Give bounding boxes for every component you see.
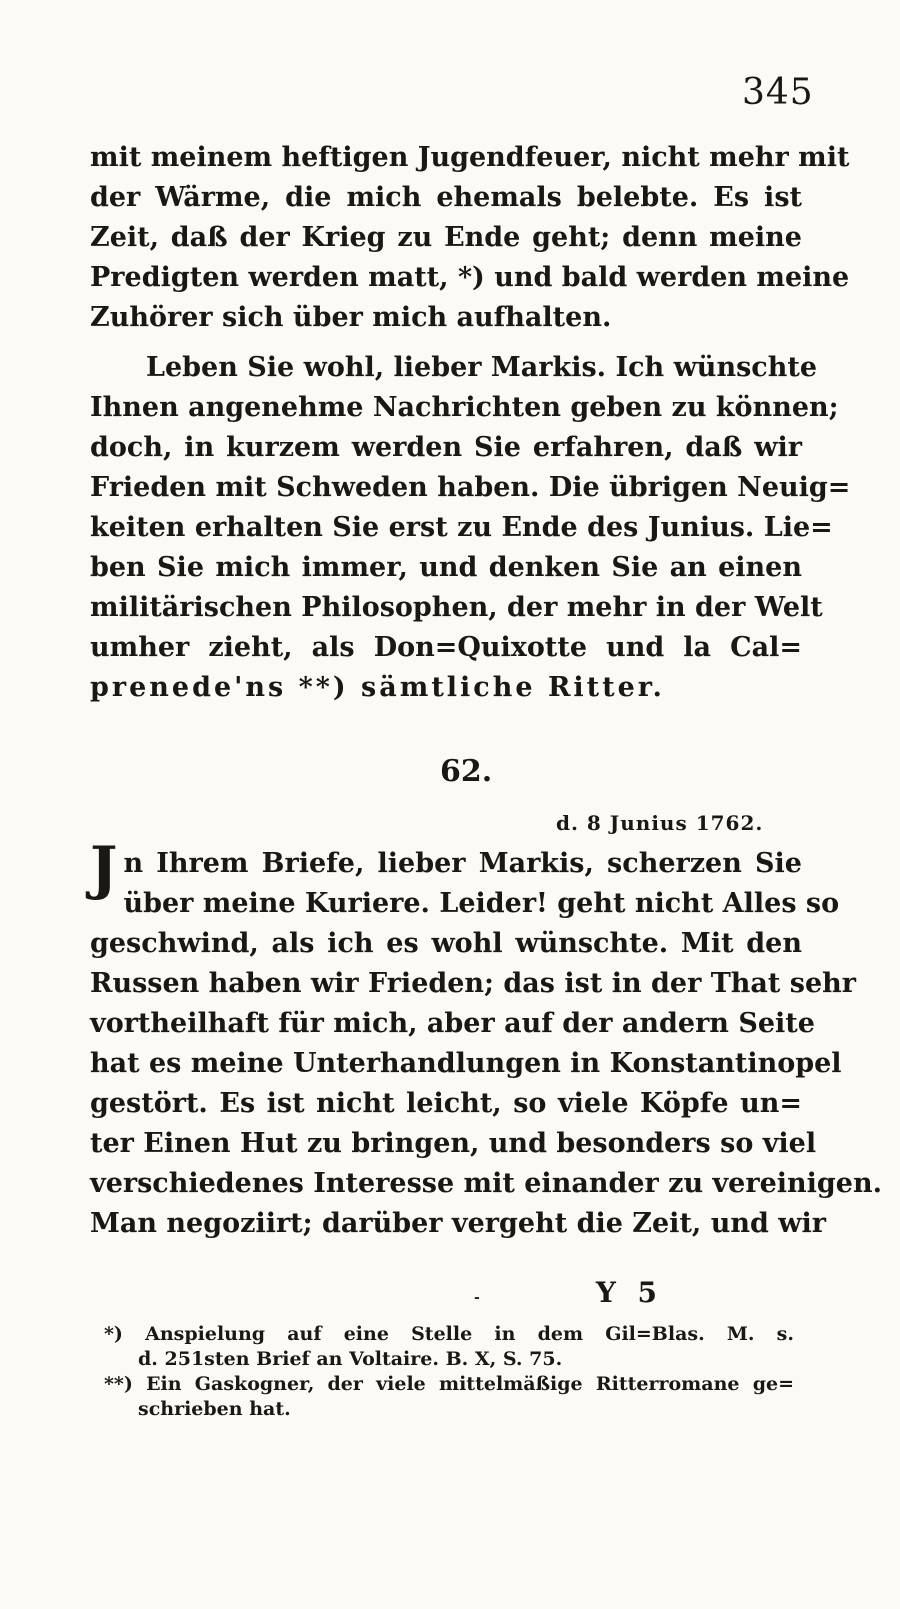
text-line: prenede'ns **) sämtliche Ritter. xyxy=(90,672,665,703)
text-line: Leben Sie wohl, lieber Markis. Ich wünschte xyxy=(146,352,817,383)
footnote-line: schrieben hat. xyxy=(138,1398,291,1420)
text-line: Frieden mit Schweden haben. Die übrigen Neuig= xyxy=(90,472,851,503)
text-line: militärischen Philosophen, der mehr in der Welt xyxy=(90,592,823,623)
text-line: verschiedenes Interesse mit einander zu vereinigen. xyxy=(90,1168,882,1199)
footnote-line: **) Ein Gaskogner, der viele mittelmäßige Ritterromane ge= xyxy=(104,1373,794,1395)
text-line: Predigten werden matt, *) und bald werden meine xyxy=(90,262,850,293)
closing-paragraph xyxy=(90,348,851,708)
text-line: Zuhörer sich über mich aufhalten. xyxy=(90,302,612,333)
text-line xyxy=(90,834,802,902)
text-line: geschwind, als ich es wohl wünschte. Mit den xyxy=(90,928,802,959)
letter-date: d. 8 Junius 1762. xyxy=(556,811,764,835)
text-line: über meine Kuriere. Leider! geht nicht Alles so xyxy=(123,888,840,919)
letter-body xyxy=(90,834,882,1244)
continuation-paragraph xyxy=(90,138,850,338)
signature-mark xyxy=(474,1276,663,1309)
footnote-line: *) Anspielung auf eine Stelle in dem Gil=Blas. M. s. xyxy=(104,1323,794,1345)
text-line: ter Einen Hut zu bringen, und besonders so viel xyxy=(90,1128,817,1159)
text-line: Man negoziirt; darüber vergeht die Zeit, und wir xyxy=(90,1208,826,1239)
drop-cap: J xyxy=(90,834,118,902)
text-line: Zeit, daß der Krieg zu Ende geht; denn meine xyxy=(90,222,802,253)
text-line: umher zieht, als Don=Quixotte und la Cal= xyxy=(90,632,802,663)
text-line: doch, in kurzem werden Sie erfahren, daß wir xyxy=(90,432,802,463)
text-line: ben Sie mich immer, und denken Sie an einen xyxy=(90,552,802,583)
text-line: hat es meine Unterhandlungen in Konstantinopel xyxy=(90,1048,842,1079)
text-line: vortheilhaft für mich, aber auf der andern Seite xyxy=(90,1008,815,1039)
text-line: Ihnen angenehme Nachrichten geben zu können; xyxy=(90,392,839,423)
signature-dash: - xyxy=(474,1290,486,1306)
text-line: mit meinem heftigen Jugendfeuer, nicht mehr mit xyxy=(90,142,850,173)
signature-text: Y 5 xyxy=(595,1276,664,1309)
text-line: gestört. Es ist nicht leicht, so viele Köpfe un= xyxy=(90,1088,802,1119)
text-line: keiten erhalten Sie erst zu Ende des Junius. Lie= xyxy=(90,512,833,543)
footnote-line: d. 251sten Brief an Voltaire. B. X, S. 75. xyxy=(138,1348,563,1370)
letter-number: 62. xyxy=(440,754,493,789)
text-line: Russen haben wir Frieden; das ist in der That sehr xyxy=(90,968,857,999)
page-number: 345 xyxy=(742,72,814,113)
text-line: der Wärme, die mich ehemals belebte. Es ist xyxy=(90,182,802,213)
footnotes xyxy=(104,1322,794,1422)
first-line-text: n Ihrem Briefe, lieber Markis, scherzen Sie xyxy=(123,848,802,879)
